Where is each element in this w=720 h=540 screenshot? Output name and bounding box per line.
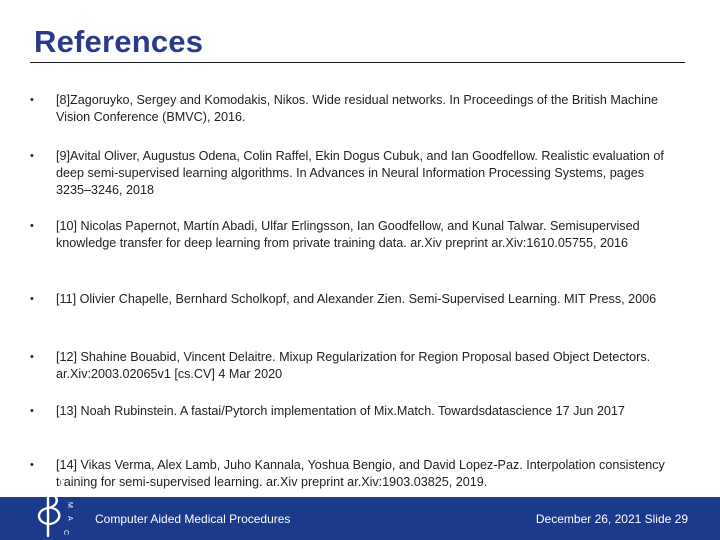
svg-text:P: P: [68, 488, 75, 493]
svg-text:C: C: [62, 530, 69, 536]
slide-title: References: [34, 24, 204, 59]
bullet: •: [30, 351, 34, 363]
bullet: •: [30, 293, 34, 305]
svg-text:A: A: [66, 516, 73, 521]
reference-text: [8]Zagoruyko, Sergey and Komodakis, Nikos. Wide residual networks. In Proceedings of the British Machine Vision Conference (BMVC), 2016.: [56, 93, 658, 124]
camp-logo-icon: [18, 460, 86, 540]
reference-text: [10] Nicolas Papernot, Martín Abadi, Ulfar Erlingsson, Ian Goodfellow, and Kunal Talwar. Semisupervised knowledge transfer for deep learning from private training data. ar.Xiv preprint ar.Xiv:1610.05755, 2016: [56, 219, 640, 250]
bullet: •: [30, 220, 34, 232]
bullet: •: [30, 405, 34, 417]
reference-text: [13] Noah Rubinstein. A fastai/Pytorch implementation of Mix.Match. Towardsdatascience 17 Jun 2017: [56, 404, 625, 418]
bullet: •: [30, 94, 34, 106]
bullet: •: [30, 150, 34, 162]
footer-organization: Computer Aided Medical Procedures: [95, 512, 291, 526]
reference-text: [11] Olivier Chapelle, Bernhard Scholkopf, and Alexander Zien. Semi-Supervised Learning. MIT Press, 2006: [56, 292, 657, 306]
reference-text: [9]Avital Oliver, Augustus Odena, Colin Raffel, Ekin Dogus Cubuk, and Ian Goodfellow. Realistic evaluation of deep semi-supervised learning algorithms. In Advances in Neural Information Processing Systems, pages 3235–3246, 2018: [56, 149, 664, 197]
bullet: •: [30, 459, 34, 471]
footer-date-slide-number: December 26, 2021 Slide 29: [535, 512, 688, 526]
svg-text:M: M: [66, 502, 73, 508]
reference-text: [12] Shahine Bouabid, Vincent Delaitre. Mixup Regularization for Region Proposal based Object Detectors. ar.Xiv:2003.02065v1 [cs.CV] 4 Mar 2020: [56, 350, 651, 381]
reference-text: [14] Vikas Verma, Alex Lamb, Juho Kannala, Yoshua Bengio, and David Lopez-Paz. Interpolation consistency training for semi-supervised learning. ar.Xiv preprint ar.Xiv:1903.03825, 2019.: [56, 458, 665, 489]
